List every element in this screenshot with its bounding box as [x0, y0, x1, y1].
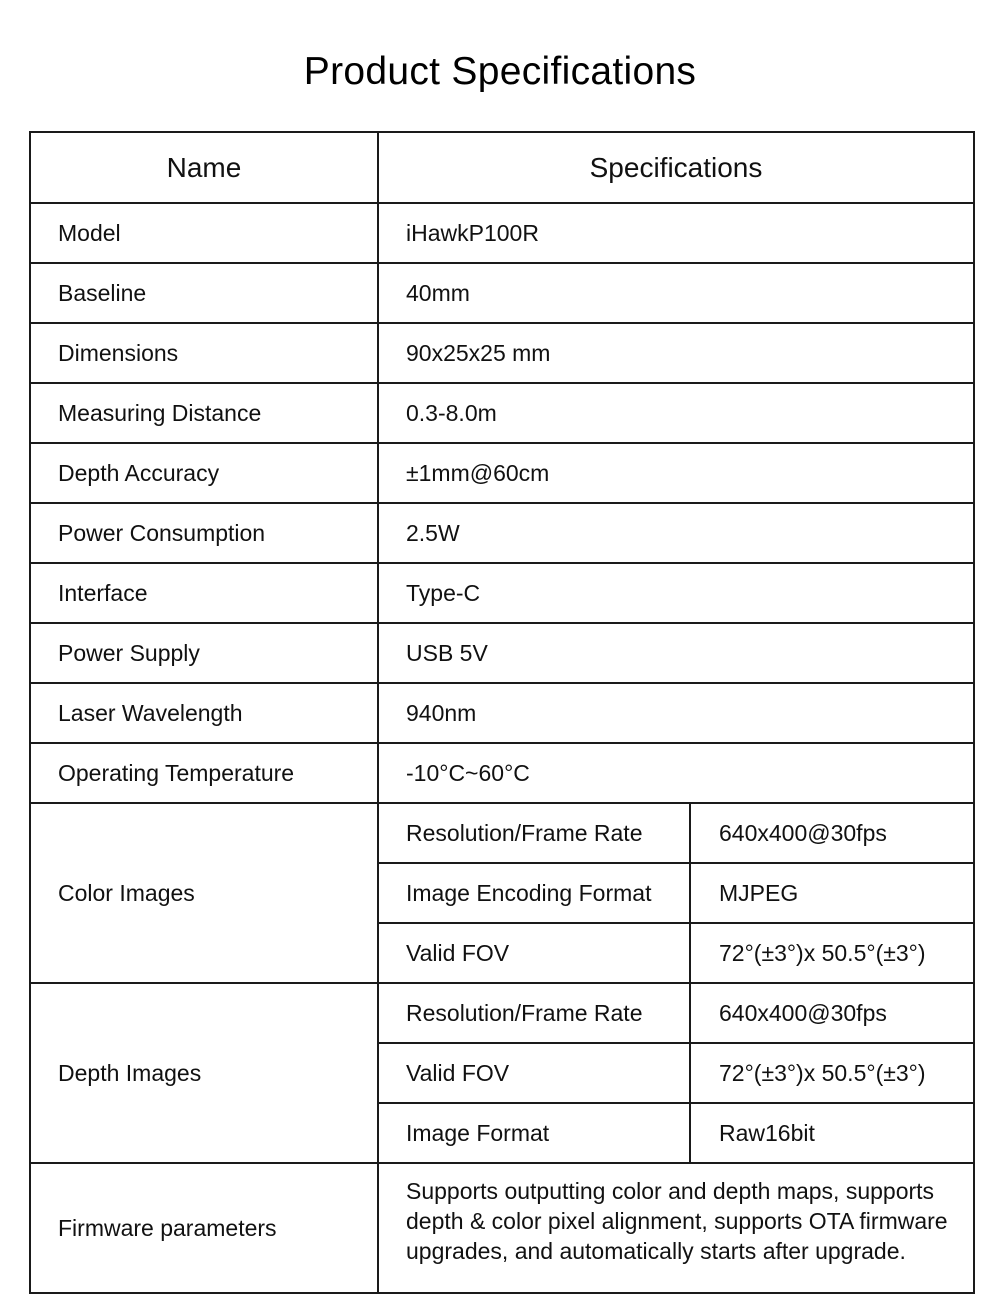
- table-row: [30, 623, 974, 683]
- table-row: [30, 383, 974, 443]
- row-name: Baseline: [30, 263, 378, 323]
- row-name: Laser Wavelength: [30, 683, 378, 743]
- page-title: Product Specifications: [303, 50, 697, 93]
- table-row: [30, 263, 974, 323]
- table-row: [30, 203, 974, 263]
- row-value: iHawkP100R: [378, 203, 974, 263]
- table-row-color-images: [30, 803, 974, 863]
- firmware-name: Firmware parameters: [30, 1163, 378, 1293]
- group-name-color-images: Color Images: [30, 803, 378, 983]
- sub-value: 72°(±3°)x 50.5°(±3°): [690, 923, 974, 983]
- row-value: 940nm: [378, 683, 974, 743]
- table-row-firmware: [30, 1163, 974, 1293]
- firmware-value-cell: [378, 1163, 974, 1293]
- table-row: [30, 443, 974, 503]
- row-value: ±1mm@60cm: [378, 443, 974, 503]
- table-row: [30, 683, 974, 743]
- sub-value: Raw16bit: [690, 1103, 974, 1163]
- sub-value: 640x400@30fps: [690, 803, 974, 863]
- table-row-depth-images: [30, 983, 974, 1043]
- row-value: 40mm: [378, 263, 974, 323]
- table-header-row: [30, 132, 974, 203]
- table-row: [30, 323, 974, 383]
- row-name: Model: [30, 203, 378, 263]
- header-specifications: Specifications: [378, 132, 974, 203]
- row-value: -10°C~60°C: [378, 743, 974, 803]
- sub-label: Image Encoding Format: [378, 863, 690, 923]
- row-name: Power Supply: [30, 623, 378, 683]
- row-value: 90x25x25 mm: [378, 323, 974, 383]
- sub-label: Resolution/Frame Rate: [378, 803, 690, 863]
- sub-label: Image Format: [378, 1103, 690, 1163]
- table-row: [30, 503, 974, 563]
- row-name: Measuring Distance: [30, 383, 378, 443]
- row-name: Dimensions: [30, 323, 378, 383]
- group-name-depth-images: Depth Images: [30, 983, 378, 1163]
- row-value: Type-C: [378, 563, 974, 623]
- row-name: Interface: [30, 563, 378, 623]
- header-name: Name: [30, 132, 378, 203]
- sub-label: Valid FOV: [378, 1043, 690, 1103]
- table-row: [30, 563, 974, 623]
- sub-value: 640x400@30fps: [690, 983, 974, 1043]
- row-value: 0.3-8.0m: [378, 383, 974, 443]
- firmware-value: Supports outputting color and depth maps, supports depth & color pixel alignment, supports OTA firmware upgrades, and automatically starts after upgrade.: [406, 1178, 948, 1264]
- sub-value: MJPEG: [690, 863, 974, 923]
- row-name: Operating Temperature: [30, 743, 378, 803]
- row-name: Power Consumption: [30, 503, 378, 563]
- specifications-table: [29, 131, 975, 1294]
- sub-value: 72°(±3°)x 50.5°(±3°): [690, 1043, 974, 1103]
- sub-label: Valid FOV: [378, 923, 690, 983]
- row-name: Depth Accuracy: [30, 443, 378, 503]
- row-value: USB 5V: [378, 623, 974, 683]
- sub-label: Resolution/Frame Rate: [378, 983, 690, 1043]
- row-value: 2.5W: [378, 503, 974, 563]
- table-row: [30, 743, 974, 803]
